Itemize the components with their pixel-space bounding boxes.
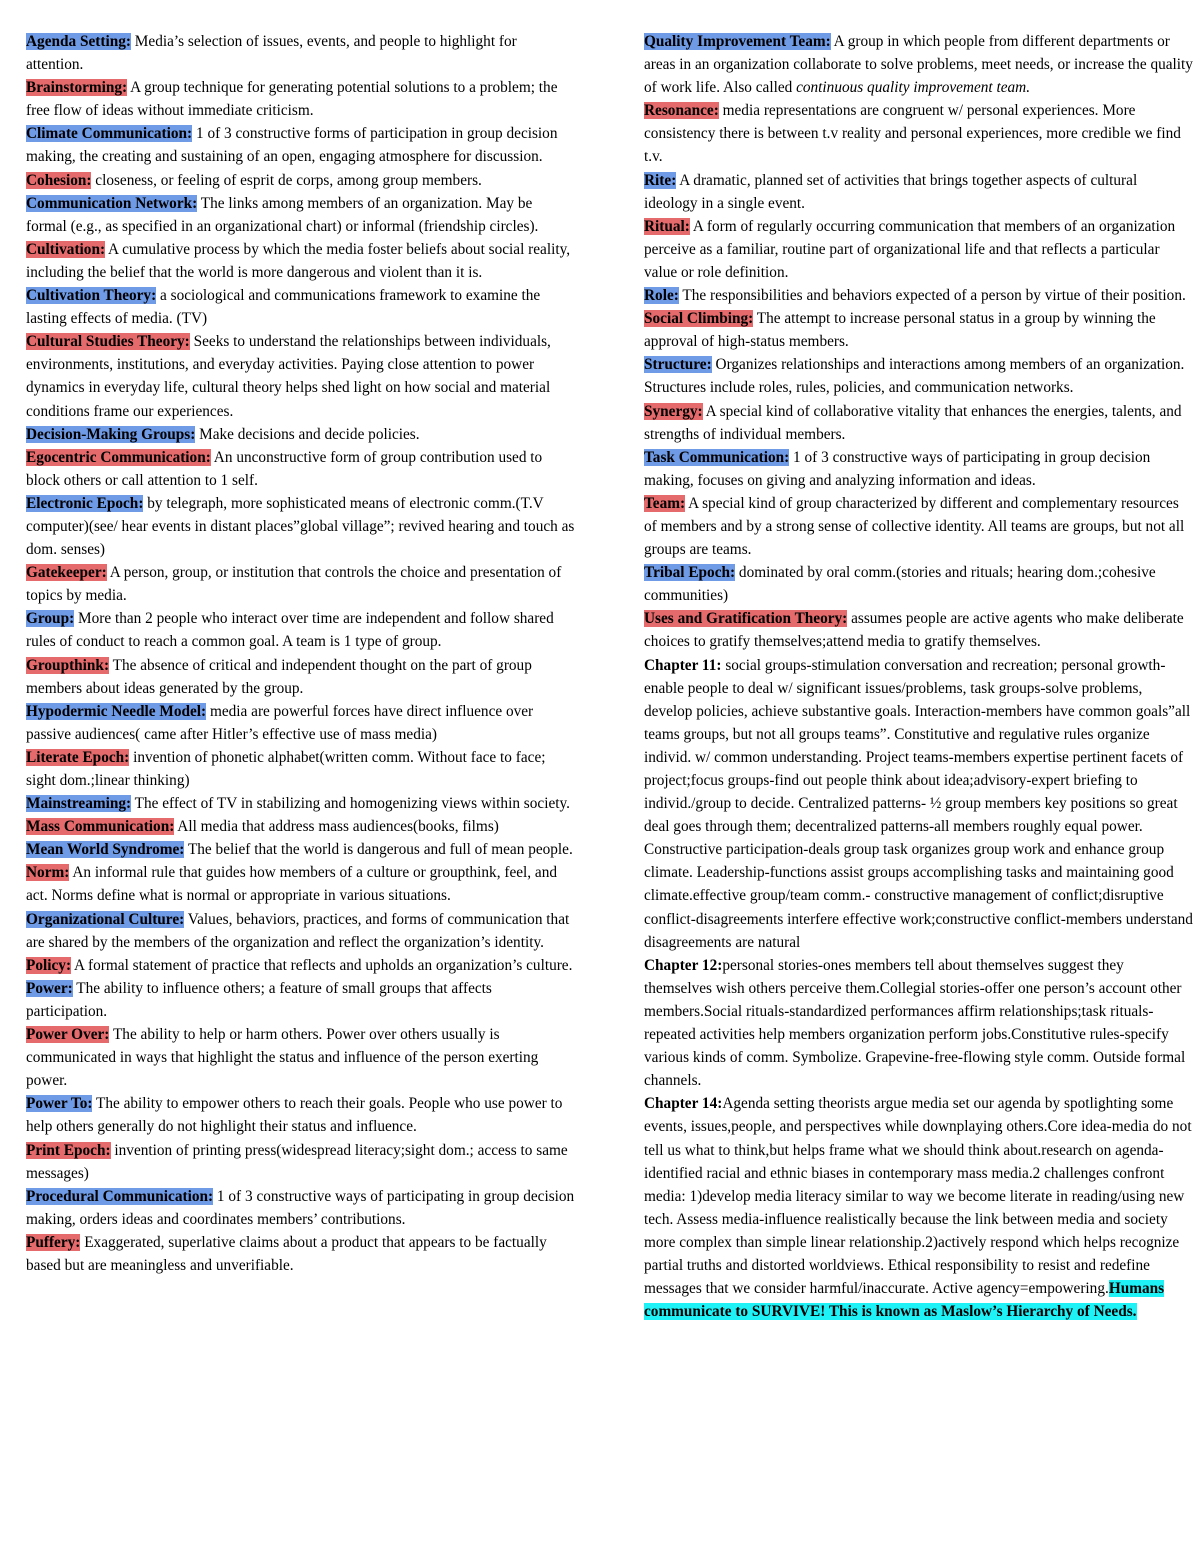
glossary-term: Mainstreaming: [26, 795, 126, 813]
glossary-entry-chapter-14: Chapter 14:Agenda setting theorists argue media set our agenda by spotlighting some events, issues,people, and perspectives while downplaying others.Core idea-media do not tell us what to think,but helps frame what we should think about.research on agenda-identified racial and ethnic biases in contemporary mass media.2 challenges confront media: 1)develop media literacy similar to way we become literate in reading/using new tech. Assess media-influence realistically because the link between media and society more complex than simple linear relationship.2)actively respond which helps recognize partial truths and distorted worldviews. Ethical responsibility to resist and redefine messages that we consider harmful/inaccurate. Active agency=empowering.Humans communicate to SURVIVE! This is known as Maslow’s Hierarchy of Needs.: [644, 1095, 1192, 1321]
glossary-term: Cultivation: [26, 240, 100, 258]
glossary-entry-gatekeeper: Gatekeeper: A person, group, or institution that controls the choice and presentation of topics by media.: [26, 564, 562, 605]
glossary-entry-climate-communication: Climate Communication: 1 of 3 constructive forms of participation in group decision making, the creating and sustaining of an open, engaging atmosphere for discussion.: [26, 125, 558, 166]
glossary-term: Egocentric Communication: [26, 448, 206, 466]
glossary-entry-resonance: Resonance: media representations are congruent w/ personal experiences. More consistency there is between t.v reality and personal experiences, more credible we find t.v.: [644, 102, 1181, 166]
glossary-definition: A dramatic, planned set of activities that brings together aspects of cultural ideology in a single event.: [644, 171, 1138, 212]
glossary-definition: The links among members of an organization. May be formal (e.g., as specified in an organizational chart) or informal (friendship circles).: [26, 194, 539, 235]
glossary-entry-literate-epoch: Literate Epoch: invention of phonetic alphabet(written comm. Without face to face; sight dom.;linear thinking): [26, 748, 546, 789]
glossary-definition: The ability to help or harm others. Power over others usually is communicated in ways that highlight the status and influence of the person exerting power.: [26, 1026, 539, 1090]
glossary-entry-policy: Policy: A formal statement of practice that reflects and upholds an organization’s culture.: [26, 956, 573, 974]
glossary-entry-uses-and-gratification-theory: Uses and Gratification Theory: assumes people are active agents who make deliberate choices to gratify themselves;attend media to gratify themselves.: [644, 610, 1184, 651]
glossary-definition: invention of printing press(widespread literacy;sight dom.; access to same messages): [26, 1141, 568, 1182]
glossary-definition: Organizes relationships and interactions among members of an organization. Structures include roles, rules, policies, and communication networks.: [644, 356, 1185, 397]
glossary-definition: The belief that the world is dangerous and full of mean people.: [184, 841, 573, 859]
glossary-entry-chapter-12: Chapter 12:personal stories-ones members tell about themselves suggest they themselves wish others perceive them.Collegial stories-offer one person’s account other members.Social rituals-standardized performances affirm relationships;task rituals-repeated activities help members organization perform jobs.Constitutive rules-specify various kinds of comm. Symbolize. Grapevine-free-flowing style comm. Outside formal channels.: [644, 956, 1186, 1090]
glossary-definition: The ability to empower others to reach their goals. People who use power to help others generally do not highlight their status and influence.: [26, 1095, 563, 1136]
glossary-term: Cultivation Theory: [26, 287, 152, 305]
glossary-entry-power-to: Power To: The ability to empower others to reach their goals. People who use power to help others generally do not highlight their status and influence.: [26, 1095, 563, 1136]
glossary-definition: dominated by oral comm.(stories and rituals; hearing dom.;cohesive communities): [644, 564, 1156, 605]
glossary-entry-print-epoch: Print Epoch: invention of printing press(widespread literacy;sight dom.; access to same messages): [26, 1141, 568, 1182]
glossary-term: Uses and Gratification Theory: [644, 610, 843, 628]
glossary-entry-electronic-epoch: Electronic Epoch: by telegraph, more sophisticated means of electronic comm.(T.V computer)(see/ hear events in distant places”global village”; revived hearing and touch as dom. senses): [26, 494, 575, 559]
glossary-term: Norm: [26, 864, 65, 882]
glossary-term: Organizational Culture: [26, 910, 180, 928]
glossary-term: Electronic Epoch: [26, 494, 139, 512]
glossary-term: Rite: [644, 171, 672, 189]
glossary-definition: The ability to influence others; a feature of small groups that affects participation.: [26, 979, 492, 1020]
glossary-entry-procedural-communication: Procedural Communication: 1 of 3 constructive ways of participating in group decision making, orders ideas and coordinates members’ contributions.: [26, 1187, 575, 1228]
glossary-entry-rite: Rite: A dramatic, planned set of activities that brings together aspects of cultural ideology in a single event.: [644, 171, 1138, 212]
glossary-term: Communication Network: [26, 194, 193, 212]
glossary-definition: a sociological and communications framework to examine the lasting effects of media. (TV): [26, 287, 541, 328]
glossary-entry-cultural-studies-theory: Cultural Studies Theory: Seeks to understand the relationships between individuals, environments, institutions, and everyday activities. Paying close attention to power dynamics in everyday life, cultural theory helps shed light on how social and material conditions frame our experiences.: [26, 333, 551, 420]
glossary-term: Puffery: [26, 1233, 76, 1251]
glossary-definition: Seeks to understand the relationships between individuals, environments, institutions, and everyday activities. Paying close attention to power dynamics in everyday life, cultural theory helps shed light on how social and material conditions frame our experiences.: [26, 333, 551, 420]
glossary-entry-task-communication: Task Communication: 1 of 3 constructive ways of participating in group decision making, focuses on giving and analyzing information and ideas.: [644, 448, 1151, 489]
glossary-entry-norm: Norm: An informal rule that guides how members of a culture or groupthink, feel, and act. Norms define what is normal or appropriate in various situations.: [26, 864, 558, 905]
glossary-definition: An informal rule that guides how members of a culture or groupthink, feel, and act. Norms define what is normal or appropriate in various situations.: [26, 864, 558, 905]
glossary-term: Quality Improvement Team: [644, 33, 826, 50]
glossary-term: Print Epoch: [26, 1141, 106, 1159]
glossary-definition: Values, behaviors, practices, and forms of communication that are shared by the members of the organization and reflect the organization’s identity.: [26, 910, 570, 951]
glossary-definition: A form of regularly occurring communication that members of an organization perceive as a familiar, routine part of organizational life and that reflects a particular value or role definition.: [644, 217, 1176, 281]
glossary-term: Literate Epoch: [26, 748, 125, 766]
glossary-entry-decision-making-groups: Decision-Making Groups: Make decisions and decide policies.: [26, 425, 420, 443]
glossary-entry-hypodermic-needle-model: Hypodermic Needle Model: media are powerful forces have direct influence over passive audiences( came after Hitler’s effective use of mass media): [26, 702, 534, 743]
glossary-entry-organizational-culture: Organizational Culture: Values, behaviors, practices, and forms of communication that are shared by the members of the organization and reflect the organization’s identity.: [26, 910, 570, 951]
glossary-term: Procedural Communication: [26, 1187, 208, 1205]
glossary-definition-italic: continuous quality improvement team.: [796, 79, 1031, 97]
glossary-definition: A group technique for generating potential solutions to a problem; the free flow of ideas without immediate criticism.: [26, 79, 558, 120]
glossary-definition: A cumulative process by which the media foster beliefs about social reality, including the belief that the world is more dangerous and violent than it is.: [26, 240, 571, 281]
glossary-definition: An unconstructive form of group contribution used to block others or call attention to 1 self.: [26, 448, 543, 489]
glossary-entry-structure: Structure: Organizes relationships and interactions among members of an organization. Structures include roles, rules, policies, and communication networks.: [644, 356, 1185, 397]
glossary-definition: 1 of 3 constructive ways of participating in group decision making, orders ideas and coordinates members’ contributions.: [26, 1187, 575, 1228]
glossary-entry-mass-communication: Mass Communication: All media that address mass audiences(books, films): [26, 818, 499, 836]
glossary-definition: Media’s selection of issues, events, and people to highlight for attention.: [26, 33, 517, 74]
glossary-term: Gatekeeper: [26, 564, 102, 582]
glossary-term: Role: [644, 287, 674, 305]
glossary-definition: 1 of 3 constructive ways of participating in group decision making, focuses on giving and analyzing information and ideas.: [644, 448, 1151, 489]
glossary-entry-power: Power: The ability to influence others; a feature of small groups that affects participation.: [26, 979, 492, 1020]
glossary-definition: All media that address mass audiences(books, films): [174, 818, 499, 836]
glossary-term: Decision-Making Groups: [26, 425, 191, 443]
glossary-entry-team: Team: A special kind of group characterized by different and complementary resources of members and by a strong sense of collective identity. All teams are groups, but not all groups are teams.: [644, 494, 1185, 559]
highlighted-conclusion: Humans communicate to SURVIVE! This is known as Maslow’s Hierarchy of Needs.: [644, 1280, 1165, 1321]
glossary-entry-communication-network: Communication Network: The links among members of an organization. May be formal (e.g., as specified in an organizational chart) or informal (friendship circles).: [26, 194, 539, 235]
glossary-entry-power-over: Power Over: The ability to help or harm others. Power over others usually is communicated in ways that highlight the status and influence of the person exerting power.: [26, 1026, 539, 1090]
glossary-entry-tribal-epoch: Tribal Epoch: dominated by oral comm.(stories and rituals; hearing dom.;cohesive communities): [644, 564, 1156, 605]
glossary-entry-role: Role: The responsibilities and behaviors expected of a person by virtue of their position.: [644, 287, 1186, 305]
glossary-term: Structure: [644, 356, 707, 374]
glossary-entry-puffery: Puffery: Exaggerated, superlative claims about a product that appears to be factually based but are meaningless and unverifiable.: [26, 1233, 547, 1274]
glossary-entry-cultivation-theory: Cultivation Theory: a sociological and communications framework to examine the lasting effects of media. (TV): [26, 287, 541, 328]
glossary-term: Policy: [26, 956, 66, 974]
glossary-term: Groupthink: [26, 656, 104, 674]
glossary-entry-groupthink: Groupthink: The absence of critical and independent thought on the part of group members about ideas generated by the group.: [26, 656, 532, 697]
glossary-definition: by telegraph, more sophisticated means of electronic comm.(T.V computer)(see/ hear events in distant places”global village”; revived hearing and touch as dom. senses): [26, 494, 575, 559]
glossary-entry-chapter-11: Chapter 11: social groups-stimulation conversation and recreation; personal growth-enable people to deal w/ significant issues/problems, task groups-solve problems, develop policies, achieve substantive goals. Interaction-members have common goals”all teams groups, but not all groups teams”. Constitutive and regulative rules organize individ. w/ common understanding. Project teams-members expertise pertinent facets of project;focus groups-find out people think about idea;advisory-expert briefing to individ./group to decide. Centralized patterns- ½ group members key positions so great deal goes through them; decentralized patterns-all members roughly equal power. Constructive participation-deals group task organizes group work and enhance group climate. Leadership-functions assist groups accomplishing tasks and maintaining good climate.effective group/team comm.- constructive management of conflict;disruptive conflict-disagreements interfere effective work;constructive conflict-members understand disagreements are natural: [644, 656, 1193, 951]
glossary-definition: media representations are congruent w/ personal experiences. More consistency there is between t.v reality and personal experiences, more credible we find t.v.: [644, 102, 1181, 166]
glossary-entry-ritual: Ritual: A form of regularly occurring communication that members of an organization perceive as a familiar, routine part of organizational life and that reflects a particular value or role definition.: [644, 217, 1176, 281]
glossary-definition: The effect of TV in stabilizing and homogenizing views within society.: [131, 795, 570, 813]
glossary-term: Ritual: [644, 217, 685, 235]
glossary-entry-mean-world-syndrome: Mean World Syndrome: The belief that the world is dangerous and full of mean people.: [26, 841, 573, 859]
glossary-term: Hypodermic Needle Model: [26, 702, 202, 720]
glossary-entry-cultivation: Cultivation: A cumulative process by which the media foster beliefs about social reality, including the belief that the world is more dangerous and violent than it is.: [26, 240, 571, 281]
glossary-definition: social groups-stimulation conversation and recreation; personal growth-enable people to deal w/ significant issues/problems, task groups-solve problems, develop policies, achieve substantive goals. Interaction-members have common goals”all teams groups, but not all groups teams”. Constitutive and regulative rules organize individ. w/ common understanding. Project teams-members expertise pertinent facets of project;focus groups-find out people think about idea;advisory-expert briefing to individ./group to decide. Centralized patterns- ½ group members key positions so great deal goes through them; decentralized patterns-all members roughly equal power. Constructive participation-deals group task organizes group work and enhance group climate. Leadership-functions assist groups accomplishing tasks and maintaining good climate.effective group/team comm.- constructive management of conflict;disruptive conflict-disagreements interfere effective work;constructive conflict-members understand disagreements are natural: [644, 656, 1193, 951]
glossary-definition: assumes people are active agents who make deliberate choices to gratify themselves;attend media to gratify themselves.: [644, 610, 1184, 651]
glossary-definition: personal stories-ones members tell about themselves suggest they themselves wish others perceive them.Collegial stories-offer one person’s account other members.Social rituals-standardized performances affirm relationships;task rituals-repeated activities help members organization perform jobs.Constitutive rules-specify various kinds of comm. Symbolize. Grapevine-free-flowing style comm. Outside formal channels.: [644, 956, 1186, 1090]
glossary-entry-cohesion: Cohesion: closeness, or feeling of esprit de corps, among group members.: [26, 171, 482, 189]
glossary-term: Chapter 12: [644, 956, 718, 974]
glossary-definition: A special kind of collaborative vitality that enhances the energies, talents, and strengths of individual members.: [644, 402, 1182, 443]
glossary-entry-quality-improvement-team: Quality Improvement Team: A group in which people from different departments or areas in an organization collaborate to solve problems, meet needs, or increase the quality of work life. Also called continuous quality improvement team.: [644, 33, 1193, 97]
glossary-definition: Agenda setting theorists argue media set our agenda by spotlighting some events, issues,people, and perspectives while downplaying others.Core idea-media do not tell us what to think,but helps frame what we should think about.research on agenda-identified racial and ethnic biases in contemporary mass media.2 challenges confront media: 1)develop media literacy similar to way we become literate in reading/using new tech. Assess media-influence realistically because the link between media and society more complex than simple linear relationship.2)actively respond which helps recognize partial truths and distorted worldviews. Ethical responsibility to resist and redefine messages that we consider harmful/inaccurate. Active agency=empowering.: [644, 1095, 1192, 1298]
glossary-entry-agenda-setting: Agenda Setting: Media’s selection of issues, events, and people to highlight for attention.: [26, 33, 517, 74]
glossary-definition: media are powerful forces have direct influence over passive audiences( came after Hitler’s effective use of mass media): [26, 702, 534, 743]
glossary-definition: A group in which people from different departments or areas in an organization collaborate to solve problems, meet needs, or increase the quality of work life. Also called: [644, 33, 1193, 97]
glossary-term: Resonance: [644, 102, 714, 120]
glossary-term: Team: [644, 494, 680, 512]
glossary-definition: The attempt to increase personal status in a group by winning the approval of high-status members.: [644, 310, 1156, 351]
glossary-definition: Make decisions and decide policies.: [195, 425, 420, 443]
glossary-definition: More than 2 people who interact over time are independent and follow shared rules of conduct to reach a common goal. A team is 1 type of group.: [26, 610, 554, 651]
glossary-definition: The responsibilities and behaviors expected of a person by virtue of their position.: [678, 287, 1186, 305]
glossary-term: Mean World Syndrome: [26, 841, 180, 859]
glossary-term: Synergy: [644, 402, 698, 420]
glossary-entry-egocentric-communication: Egocentric Communication: An unconstructive form of group contribution used to block others or call attention to 1 self.: [26, 448, 543, 489]
glossary-entry-group: Group: More than 2 people who interact over time are independent and follow shared rules of conduct to reach a common goal. A team is 1 type of group.: [26, 610, 554, 651]
glossary-term: Brainstorming: [26, 79, 123, 97]
glossary-term: Climate Communication: [26, 125, 188, 143]
glossary-entry-mainstreaming: Mainstreaming: The effect of TV in stabilizing and homogenizing views within society.: [26, 795, 570, 813]
glossary-term: Power To: [26, 1095, 88, 1113]
glossary-definition: closeness, or feeling of esprit de corps, among group members.: [91, 171, 482, 189]
glossary-term: Cohesion: [26, 171, 87, 189]
glossary-term: Group: [26, 610, 70, 628]
glossary-definition: invention of phonetic alphabet(written comm. Without face to face; sight dom.;linear thinking): [26, 748, 546, 789]
left-column: [26, 30, 576, 1277]
glossary-term: Mass Communication: [26, 818, 170, 836]
glossary-term: Task Communication: [644, 448, 785, 466]
glossary-term: Cultural Studies Theory: [26, 333, 185, 351]
glossary-definition: The absence of critical and independent thought on the part of group members about ideas generated by the group.: [26, 656, 532, 697]
glossary-term: Chapter 14: [644, 1095, 718, 1113]
glossary-definition: A formal statement of practice that reflects and upholds an organization’s culture.: [71, 956, 573, 974]
glossary-term: Chapter 11: [644, 656, 717, 674]
right-column: [644, 30, 1194, 1323]
glossary-term: Tribal Epoch: [644, 564, 730, 582]
glossary-definition: 1 of 3 constructive forms of participation in group decision making, the creating and sustaining of an open, engaging atmosphere for discussion.: [26, 125, 558, 166]
glossary-definition: Exaggerated, superlative claims about a product that appears to be factually based but are meaningless and unverifiable.: [26, 1233, 547, 1274]
glossary-entry-synergy: Synergy: A special kind of collaborative vitality that enhances the energies, talents, and strengths of individual members.: [644, 402, 1182, 443]
glossary-entry-social-climbing: Social Climbing: The attempt to increase personal status in a group by winning the approval of high-status members.: [644, 310, 1156, 351]
glossary-term: Agenda Setting: [26, 33, 126, 50]
glossary-entry-brainstorming: Brainstorming: A group technique for generating potential solutions to a problem; the free flow of ideas without immediate criticism.: [26, 79, 558, 120]
glossary-definition: A special kind of group characterized by different and complementary resources of members and by a strong sense of collective identity. All teams are groups, but not all groups are teams.: [644, 494, 1185, 559]
glossary-term: Power Over: [26, 1026, 105, 1044]
glossary-term: Social Climbing: [644, 310, 749, 328]
glossary-definition: A person, group, or institution that controls the choice and presentation of topics by media.: [26, 564, 562, 605]
glossary-term: Power: [26, 979, 68, 997]
